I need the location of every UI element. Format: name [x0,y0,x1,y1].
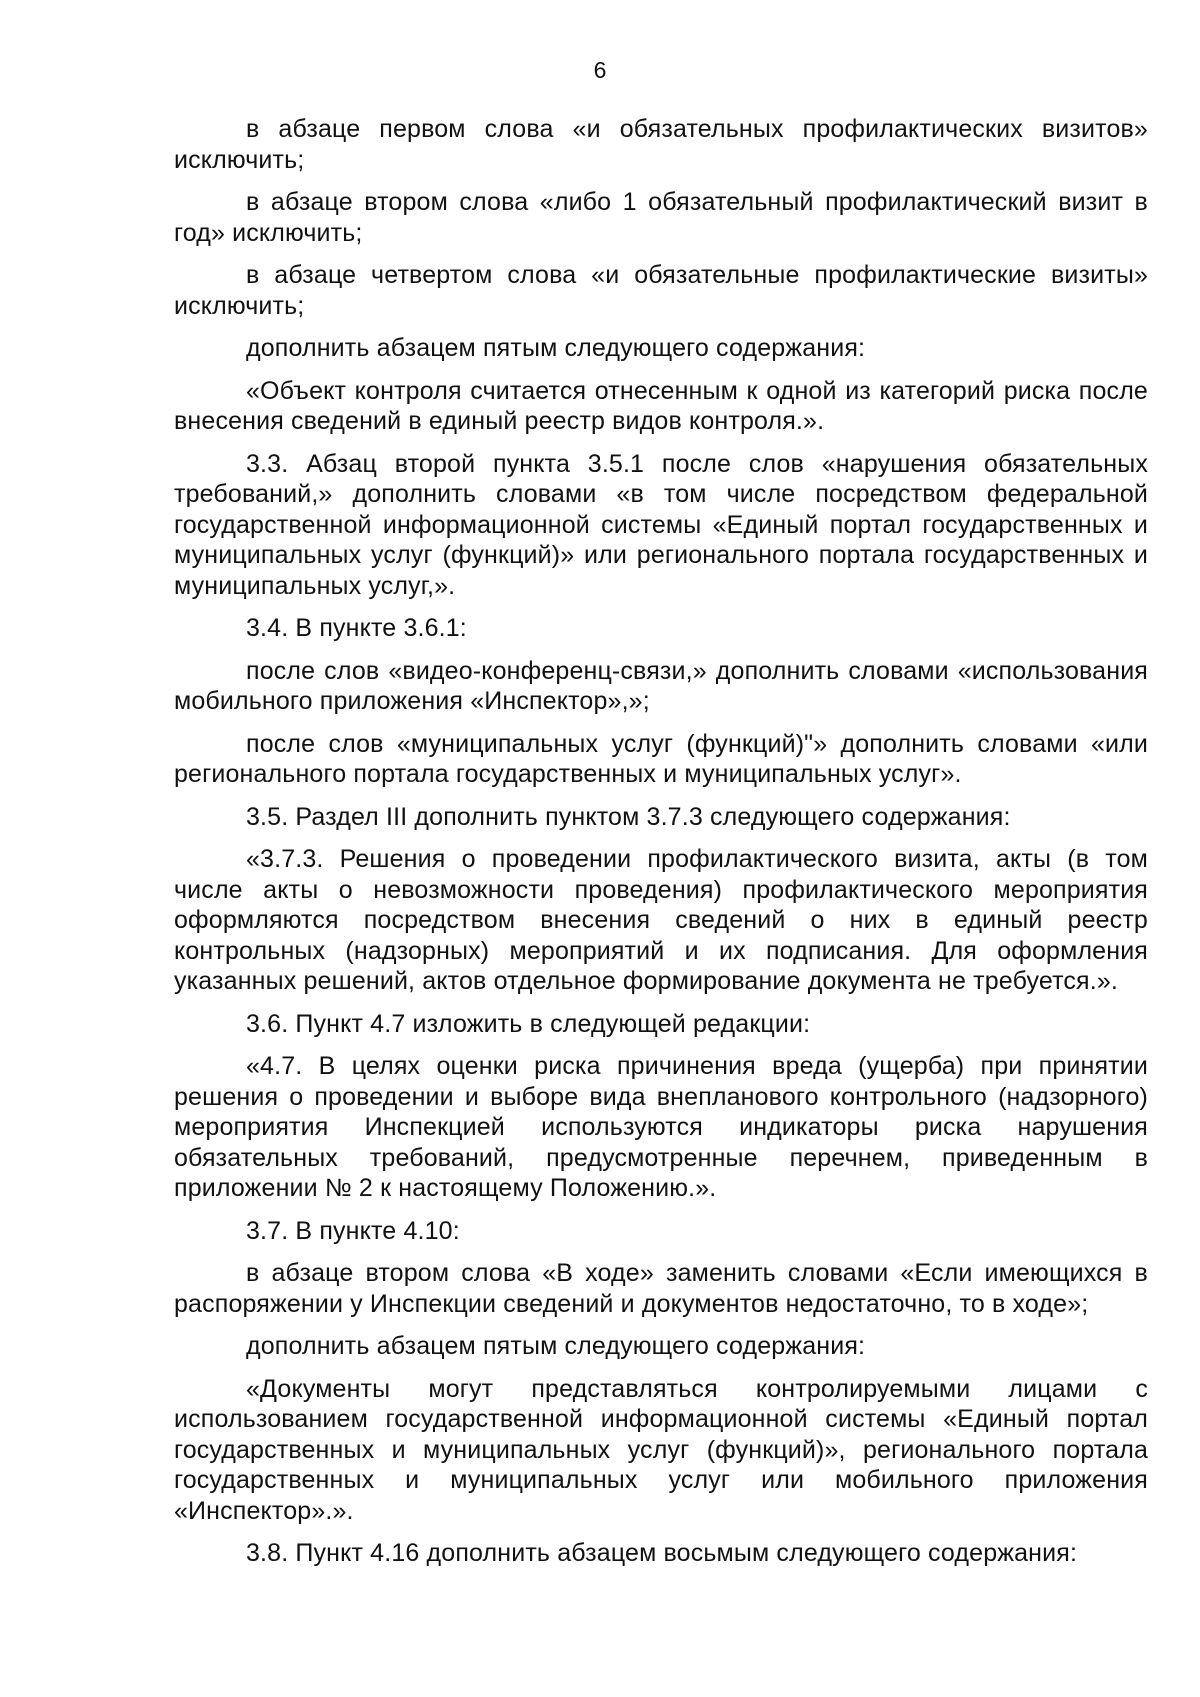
paragraph-14: 3.7. В пункте 4.10: [246,1216,460,1245]
page-number: 6 [593,57,607,83]
paragraph-18: 3.8. Пункт 4.16 дополнить абзацем восьмым следующего содержания: [246,1539,1078,1567]
paragraph-9: после слов «муниципальных услуг (функций)"» дополнить словами «или регионального портала государственных и муниципальных услуг». [174,729,1148,788]
paragraph-15: в абзаце втором слова «В ходе» заменить словами «Если имеющихся в распоряжении у Инспекции сведений и документов недостаточно, то в ходе»; [174,1259,1148,1318]
paragraph-7: 3.4. В пункте 3.6.1: [246,614,467,642]
paragraph-4: дополнить абзацем пятым следующего содержания: [246,334,866,362]
paragraph-1: в абзаце первом слова «и обязательных профилактических визитов» исключить; [174,115,1148,174]
document-body [174,114,1148,1581]
paragraph-3: в абзаце четвертом слова «и обязательные профилактические визиты» исключить; [174,261,1148,320]
paragraph-13: «4.7. В целях оценки риска причинения вреда (ущерба) при принятии решения о проведении и выборе вида внепланового контрольного (надзорного) мероприятия Инспекцией используются индикаторы риска нарушения обязательных требований, предусмотренные перечнем, приведенным в приложении № 2 к настоящему Положению.». [174,1052,1148,1202]
paragraph-16: дополнить абзацем пятым следующего содержания: [246,1332,866,1360]
paragraph-6: 3.3. Абзац второй пункта 3.5.1 после слов «нарушения обязательных требований,» дополнить словами «в том числе посредством федеральной государственной информационной системы «Единый портал государственных и муниципальных услуг (функций)» или регионального портала государственных и муниципальных услуг,». [174,449,1148,600]
paragraph-10: 3.5. Раздел III дополнить пунктом 3.7.3 следующего содержания: [246,802,1011,831]
paragraph-11: «3.7.3. Решения о проведении профилактического визита, акты (в том числе акты о невозможности проведения) профилактического мероприятия оформляются посредством внесения сведений о них в единый реестр контрольных (надзорных) мероприятий и их подписания. Для оформления указанных решений, актов отдельное формирование документа не требуется.». [174,845,1148,995]
paragraph-2: в абзаце втором слова «либо 1 обязательный профилактический визит в год» исключить; [174,188,1148,247]
paragraph-12: 3.6. Пункт 4.7 изложить в следующей редакции: [246,1009,811,1038]
paragraph-5: «Объект контроля считается отнесенным к одной из категорий риска после внесения сведений в единый реестр видов контроля.». [174,376,1148,435]
paragraph-8: после слов «видео-конференц-связи,» дополнить словами «использования мобильного приложения «Инспектор»,»; [174,656,1148,715]
paragraph-17: «Документы могут представляться контролируемыми лицами с использованием государственной информационной системы «Единый портал государственных и муниципальных услуг (функций)», регионального портала государственных и муниципальных услуг или мобильного приложения «Инспектор».». [174,1374,1148,1525]
